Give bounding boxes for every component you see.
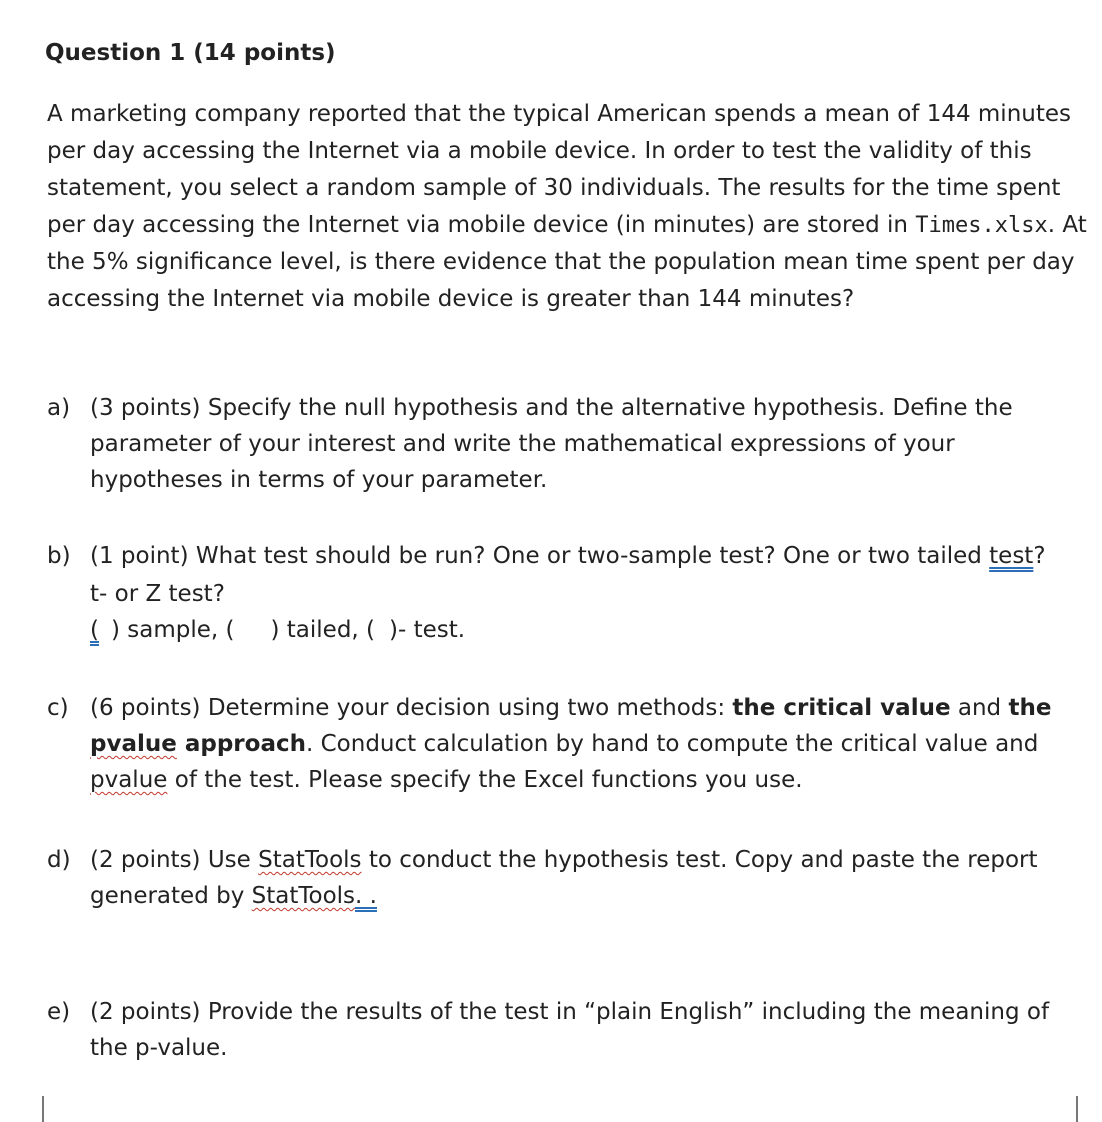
stattools-misspelled-1: StatTools (258, 847, 362, 873)
approach-bold: approach (176, 731, 306, 757)
part-d (47, 842, 1077, 914)
part-b-label: b) (47, 543, 71, 569)
period-grammar-mark: . . (355, 883, 377, 909)
data-filename: Times.xlsx (915, 213, 1048, 238)
part-a-text: (3 points) Specify the null hypothesis and the alternative hypothesis. Define the parameter of your interest and write the mathematical expressions of your hypotheses in terms of your parameter. (90, 395, 1013, 493)
sample-blank[interactable]: ( (90, 617, 99, 643)
part-d-text: (2 points) Use StatTools to conduct the hypothesis test. Copy and paste the report generated by StatTools. . (90, 847, 1038, 909)
critical-value-bold: the critical value (732, 695, 951, 721)
part-a-label: a) (47, 395, 71, 421)
part-b (47, 538, 1077, 648)
part-c (47, 690, 1077, 798)
part-b-question: (1 point) What test should be run? One or two-sample test? One or two tailed (90, 543, 990, 569)
question-title: Question 1 (14 points) (45, 40, 336, 66)
part-b-line-2: t- or Z test? (90, 581, 225, 607)
part-e-label: e) (47, 999, 71, 1025)
part-d-label: d) (47, 847, 71, 873)
part-c-label: c) (47, 695, 69, 721)
intro-text-pre: A marketing company reported that the typical American spends a mean of 144 minutes per day accessing the Internet via a mobile device. In order to test the validity of this statement, you select a random sample of 30 individuals. The results for the time spent per day accessing the Internet via mobile device (in minutes) are stored in (47, 101, 1072, 238)
sample-text: ) sample, ( (110, 617, 235, 643)
left-margin-cursor (42, 1096, 44, 1122)
part-e-text: (2 points) Provide the results of the test in “plain English” including the meaning of the p-value. (90, 999, 1050, 1061)
test-link[interactable]: test (989, 543, 1034, 569)
test-text: )- test. (389, 617, 466, 643)
the-bold: the (1008, 695, 1052, 721)
part-b-line-1 (90, 538, 1077, 574)
pvalue-bold-misspelled: pvalue (90, 731, 177, 757)
intro-text-post: . At the 5% significance level, is there evidence that the population mean time spent per day accessing the Internet via mobile device is greater than 144 minutes? (47, 212, 1087, 312)
question-intro (47, 96, 1087, 318)
stattools-misspelled-2: StatTools (251, 883, 356, 909)
part-b-answer-template (90, 612, 1077, 648)
part-c-text: (6 points) Determine your decision using two methods: the critical value and the pvalue approach. Conduct calculation by hand to compute the critical value and pvalue of the test. Please specify the Excel functions you use. (90, 695, 1052, 793)
pvalue-misspelled: pvalue (90, 767, 168, 793)
part-a (47, 390, 1077, 498)
part-b-qmark: ? (1033, 543, 1046, 569)
right-margin-cursor (1076, 1096, 1078, 1122)
part-e (47, 994, 1077, 1066)
tailed-text: ) tailed, ( (270, 617, 376, 643)
part-b-text (90, 538, 1077, 648)
